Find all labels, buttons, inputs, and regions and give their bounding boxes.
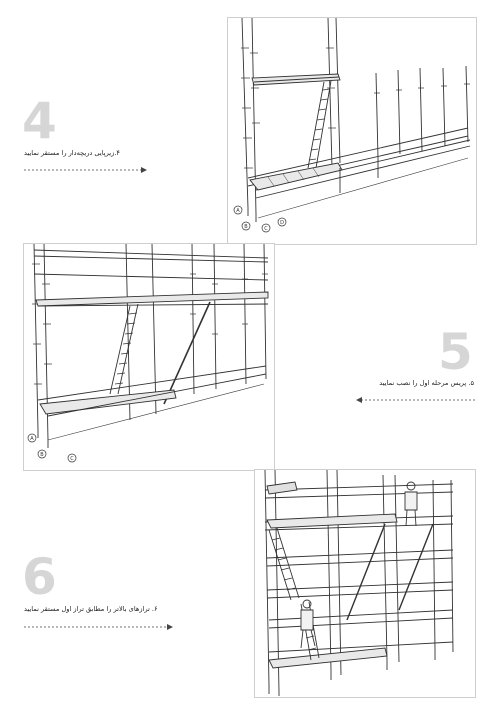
- callout-c: [262, 224, 270, 232]
- step-4-arrow: [24, 166, 148, 174]
- callout-a: [28, 434, 36, 442]
- svg-text:C: C: [70, 456, 74, 462]
- step-4-caption: ۴.زیرپایی دریچه‌دار را مستقر نمایید: [24, 149, 120, 157]
- svg-text:D: D: [280, 220, 284, 226]
- step-4-number: 4: [22, 92, 57, 150]
- worker-figure-top: [405, 482, 417, 526]
- callout-b: [242, 222, 250, 230]
- svg-text:A: A: [236, 208, 240, 214]
- step-6-figure-panel: [254, 469, 476, 698]
- svg-text:C: C: [264, 226, 268, 232]
- callout-c: [68, 454, 76, 462]
- callout-d: [278, 218, 286, 226]
- callout-b: [38, 450, 46, 458]
- step-6-scaffold-figure: [255, 470, 475, 697]
- step-4-scaffold-figure: [228, 18, 476, 244]
- callout-a: [234, 206, 242, 214]
- step-6-caption: ۶. ترازهای بالاتر را مطابق تراز اول مستقر نمایید: [24, 605, 158, 613]
- svg-text:B: B: [40, 452, 44, 458]
- step-4-figure-panel: [227, 17, 477, 245]
- step-6-arrow: [24, 623, 174, 631]
- step-5-number: 5: [438, 323, 473, 381]
- step-5-scaffold-figure: [24, 244, 274, 470]
- step-5-arrow: [355, 396, 475, 404]
- step-6-number: 6: [22, 548, 57, 606]
- step-5-caption: ۵. پریس مرحله اول را نصب نمایید: [379, 379, 474, 387]
- step-5-figure-panel: [23, 243, 275, 471]
- svg-text:B: B: [244, 224, 248, 230]
- svg-text:A: A: [30, 436, 34, 442]
